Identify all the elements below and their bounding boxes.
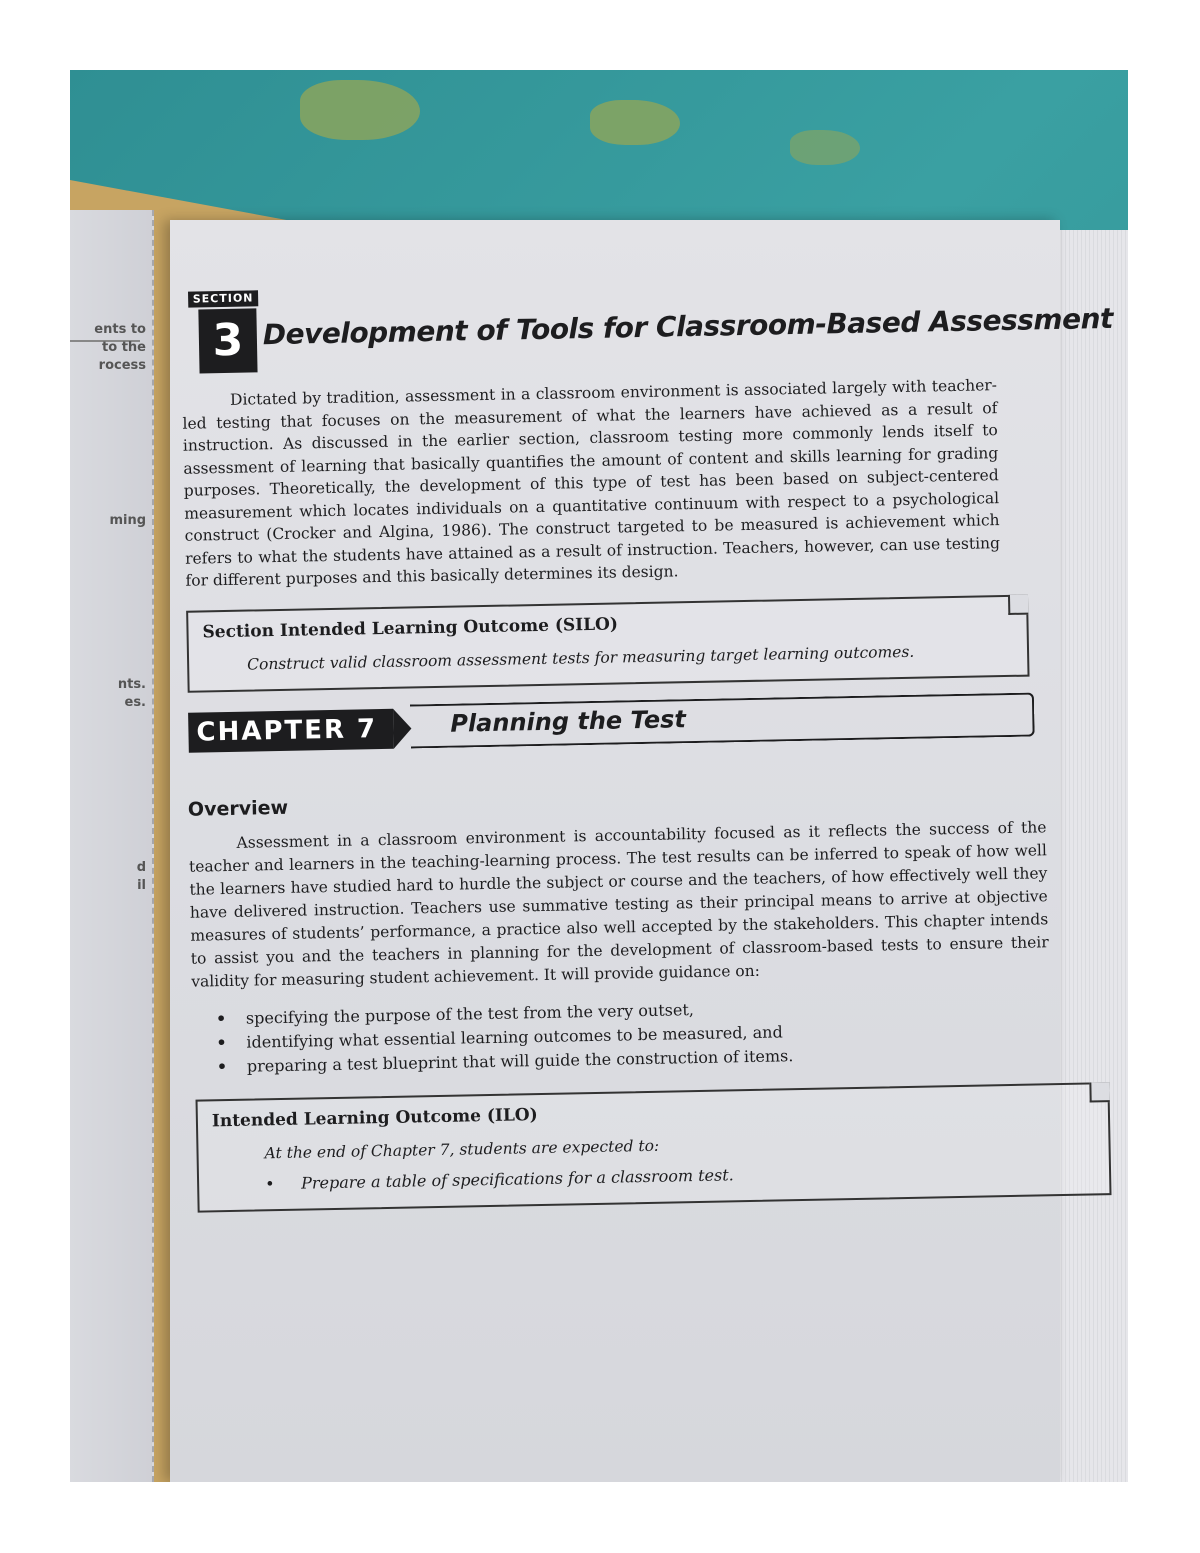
paint-blotch: [590, 100, 680, 145]
overview-paragraph-text: Assessment in a classroom environment is accountability focused as it reflects the success of the teacher and learners in the teaching-learning process. The test results can be inferred to speak of how well the learners have studied hard to hurdle the subject or course and the teachers, of how effectively well they have delivered instruction. Teachers use summative testing as their principal means to arrive at objective measures of students’ performance, a practice also well accepted by the stakeholders. This chapter intends to assist you and the teachers in planning for the development of classroom-based tests to ensure their validity for measuring student achievement. It will provide guidance on:: [188, 817, 1049, 991]
box-corner: [1089, 1082, 1109, 1102]
intro-paragraph-text: Dictated by tradition, assessment in a classroom environment is associated largely with teacher-led testing that focuses on the measurement of what the learners have achieved as a result of instruction. As discussed in the earlier section, classroom testing more commonly lends itself to assessment of learning that basically quantifies the amount of content and skills learning for grading purposes. Theoretically, the development of this type of test has been based on subject-centered measurement which locates individuals on a quantitative continuum with respect to a psychological construct (Crocker and Algina, 1986). The construct targeted to be measured is achievement which refers to what the students have attained as a result of instruction. Teachers, however, can use testing for different purposes and this basically determines its design.: [182, 376, 1001, 590]
left-fragment: es.: [124, 695, 146, 710]
ilo-intro: At the end of Chapter 7, students are expected to:: [264, 1136, 660, 1162]
overview-bullet-list: [216, 991, 1055, 1079]
paint-blotch: [790, 130, 860, 165]
chapter-arrow-icon: [393, 708, 412, 748]
chapter-banner: [188, 692, 1035, 754]
left-fragment: nts.: [117, 677, 146, 692]
ilo-box: [196, 1082, 1112, 1213]
chapter-label: CHAPTER 7: [188, 708, 394, 752]
section-number: 3: [198, 308, 257, 373]
silo-box: [186, 594, 1029, 692]
overview-paragraph: [188, 816, 1049, 993]
list-item: • preparing a test blueprint that will guide the construction of items.: [217, 1039, 1055, 1079]
section-header: [170, 275, 1114, 382]
section-title: Development of Tools for Classroom-Based Assessment: [262, 301, 1114, 352]
paint-blotch: [300, 80, 420, 140]
left-fragment: ming: [109, 513, 146, 528]
intro-paragraph: [182, 374, 1001, 592]
left-fragment: d: [136, 860, 146, 875]
left-fragment: to the: [102, 340, 146, 355]
chapter-title: Planning the Test: [450, 704, 687, 738]
list-item: • identifying what essential learning outcomes to be measured, and: [216, 1015, 1054, 1055]
left-fragment: rocess: [98, 358, 146, 373]
silo-title: Section Intended Learning Outcome (SILO): [202, 613, 619, 642]
page-content: [170, 275, 1114, 1212]
ilo-title: Intended Learning Outcome (ILO): [211, 1104, 538, 1131]
list-item: • specifying the purpose of the test from the very outset,: [216, 991, 1054, 1031]
left-fragment: il: [137, 878, 146, 893]
ilo-bullet: • Prepare a table of specifications for a classroom test.: [265, 1158, 1095, 1193]
left-fragment: ents to: [94, 322, 146, 337]
overview-heading: Overview: [187, 796, 289, 821]
box-corner: [1008, 594, 1028, 614]
section-tag: SECTION: [188, 290, 258, 307]
left-page: [70, 210, 154, 1482]
silo-text: Construct valid classroom assessment tests for measuring target learning outcomes.: [246, 642, 915, 674]
